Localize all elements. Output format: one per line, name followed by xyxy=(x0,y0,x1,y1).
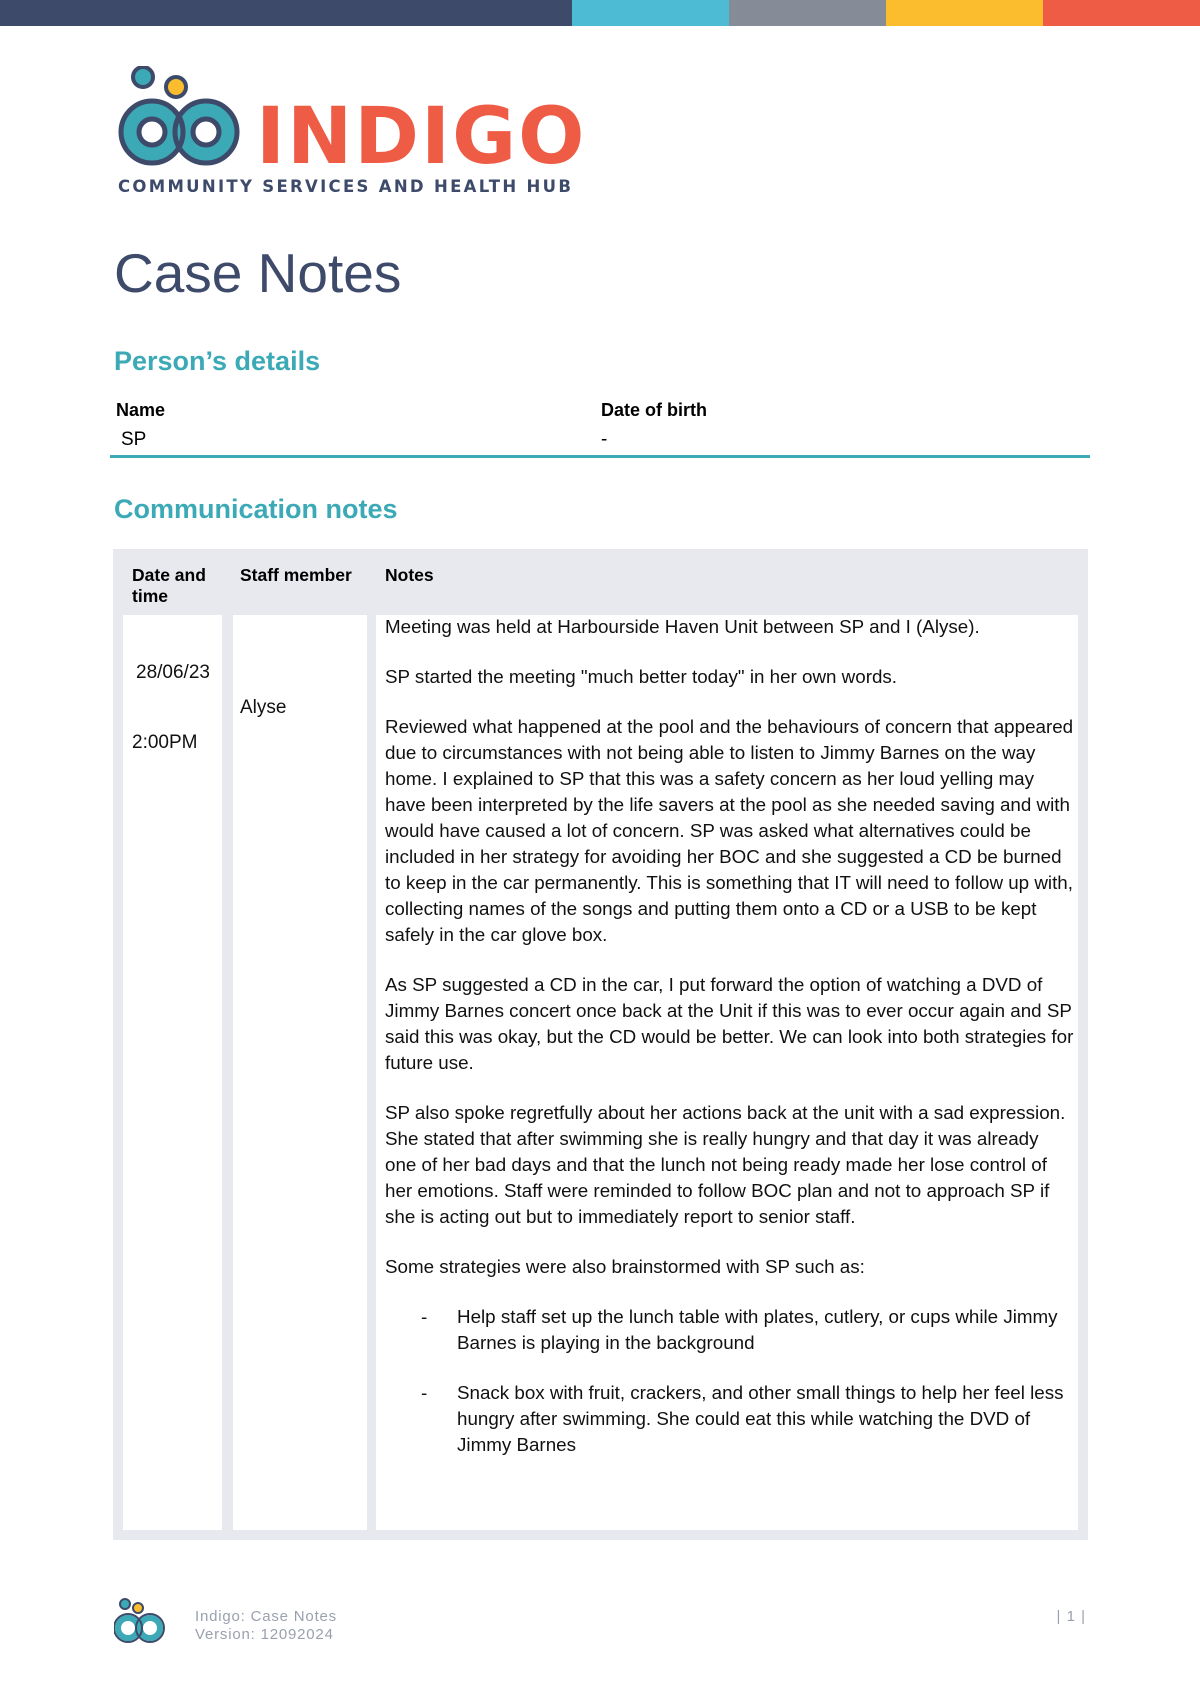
note-paragraph: SP started the meeting "much better today" in her own words. xyxy=(385,666,897,687)
logo-dot-yellow xyxy=(166,77,186,97)
communication-notes-heading: Communication notes xyxy=(114,494,398,524)
entry-time: 2:00PM xyxy=(132,732,198,753)
logo-wordmark: INDIGO xyxy=(256,92,587,182)
top-color-bar xyxy=(0,0,1200,26)
column-header-date-time: Date and time xyxy=(132,565,206,606)
note-paragraph: SP also spoke regretfully about her actions back at the unit with a sad expression. She stated that after swimming she is really hungry and that day it was already one of her bad days and that the lunch not being ready made her lose control of her emotions. Staff were reminded to follow BOC plan and not to approach SP if she is acting out but to immediately report to senior staff. xyxy=(385,1102,1066,1227)
note-paragraph: Reviewed what happened at the pool and the behaviours of concern that appeared due to circumstances with not being able to listen to Jimmy Barnes on the way home. I explained to SP that this was a safety concern as her loud yelling may have been interpreted by the life savers at the pool as she needed saving and with would have caused a lot of concern. SP was asked what alternatives could be included in her strategy for avoiding her BOC and she suggested a CD be burned to keep in the car permanently. This is something that IT will need to follow up with, collecting names of the songs and putting them onto a CD or a USB to be kept safely in the car glove box. xyxy=(385,716,1074,945)
color-bar-segment xyxy=(1043,0,1200,26)
strategy-list xyxy=(385,1304,1075,1458)
details-divider xyxy=(110,455,1090,458)
entry-notes xyxy=(385,614,1075,1482)
entry-date: 28/06/23 xyxy=(136,662,210,683)
page-number: | 1 | xyxy=(1056,1608,1086,1625)
list-item-text: Help staff set up the lunch table with plates, cutlery, or cups while Jimmy Barnes is playing in the background xyxy=(457,1306,1058,1353)
table-cell-staff xyxy=(233,615,367,1530)
column-header-staff-member: Staff member xyxy=(240,565,352,585)
logo-dot-blue xyxy=(133,67,153,87)
entry-staff: Alyse xyxy=(240,697,287,718)
footer-doc-name: Indigo: Case Notes xyxy=(195,1608,337,1625)
page-title: Case Notes xyxy=(114,242,402,304)
footer-logo-icon xyxy=(114,1598,166,1644)
color-bar-segment xyxy=(0,0,572,26)
note-paragraph: As SP suggested a CD in the car, I put forward the option of watching a DVD of Jimmy Barnes concert once back at the Unit if this was to ever occur again and SP said this was okay, but the CD would be better. We can look into both strategies for future use. xyxy=(385,974,1074,1073)
list-item xyxy=(385,1380,1075,1458)
color-bar-segment xyxy=(572,0,729,26)
persons-details-heading: Person’s details xyxy=(114,346,321,376)
list-item xyxy=(385,1304,1075,1356)
footer-version: Version: 12092024 xyxy=(195,1626,334,1643)
name-value: SP xyxy=(121,429,147,450)
name-label: Name xyxy=(116,400,166,420)
note-paragraph: Some strategies were also brainstormed with SP such as: xyxy=(385,1256,865,1277)
bullet-marker: - xyxy=(421,1306,428,1327)
dob-value: - xyxy=(601,429,608,450)
list-item-text: Snack box with fruit, crackers, and other small things to help her feel less hungry after swimming. She could eat this while watching the DVD of Jimmy Barnes xyxy=(457,1382,1064,1455)
column-header-notes: Notes xyxy=(385,565,434,585)
dob-label: Date of birth xyxy=(601,400,707,420)
color-bar-segment xyxy=(886,0,1043,26)
logo-tagline: COMMUNITY SERVICES AND HEALTH HUB xyxy=(118,177,574,196)
color-bar-segment xyxy=(729,0,886,26)
bullet-marker: - xyxy=(421,1382,428,1403)
note-paragraph: Meeting was held at Harbourside Haven Unit between SP and I (Alyse). xyxy=(385,616,980,637)
